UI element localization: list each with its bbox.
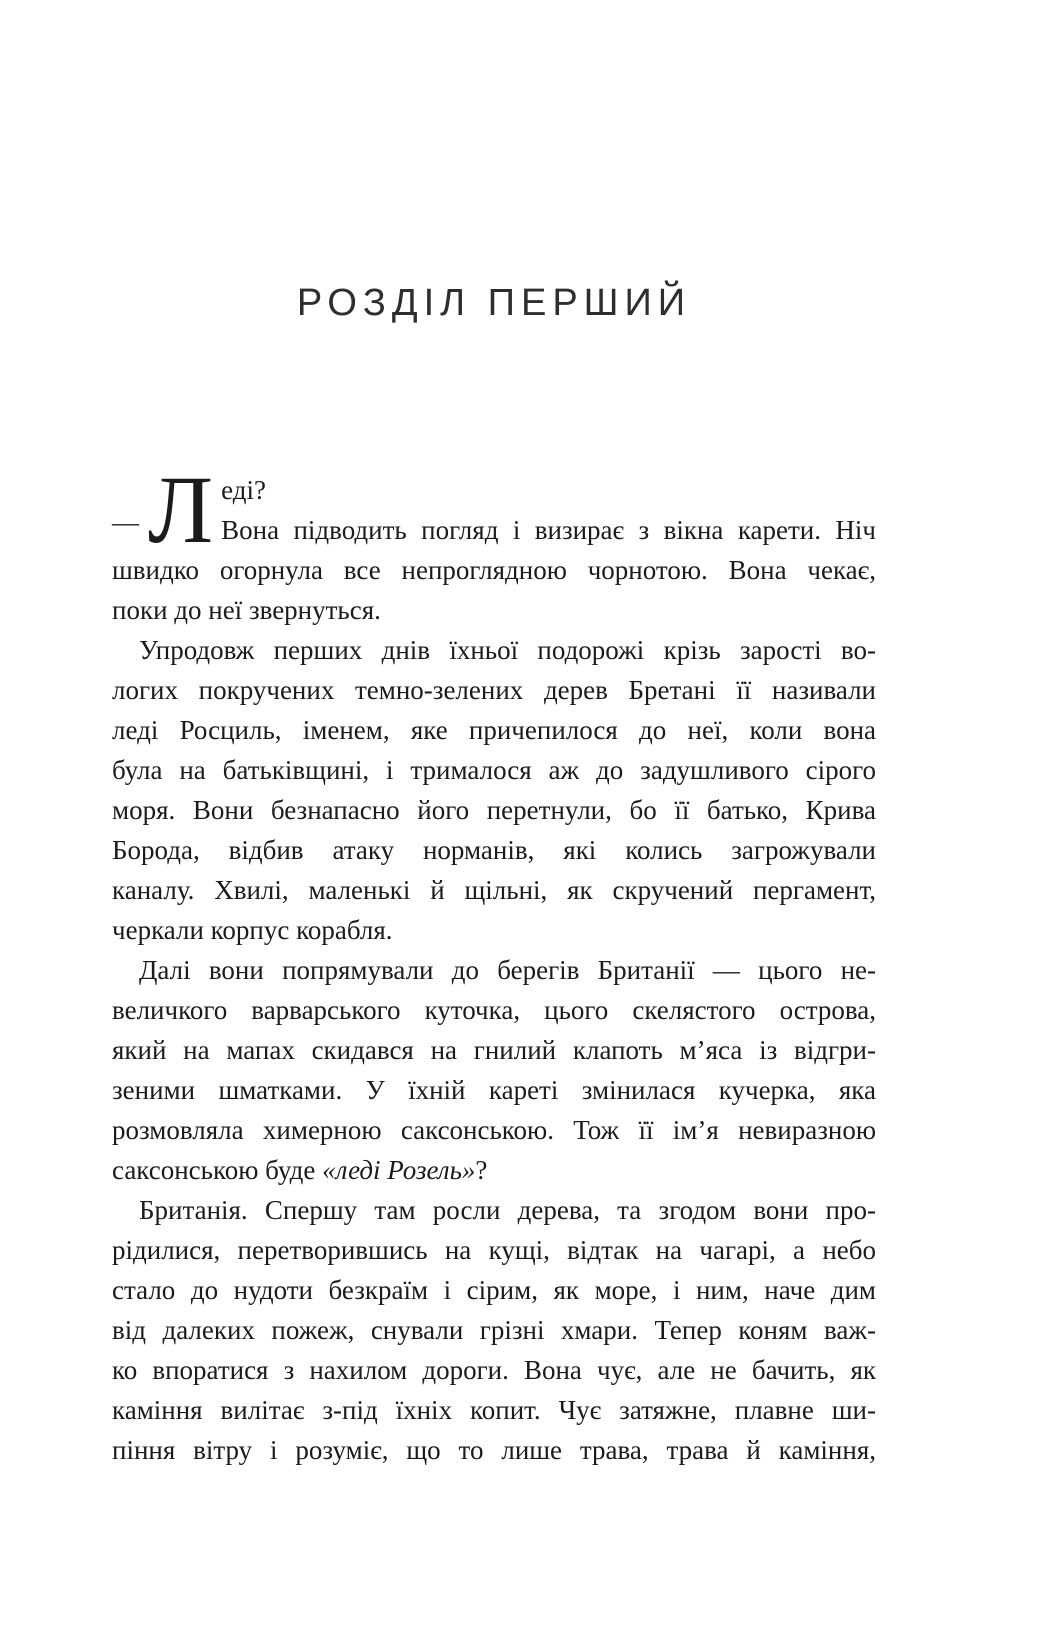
paragraph	[112, 630, 876, 950]
body-text	[112, 456, 876, 1470]
drop-cap-hang-lines	[221, 470, 876, 550]
text-line: Далі вони попрямували до берегів Британії — цього не-	[139, 955, 876, 985]
text-line: величкого варварського куточка, цього скелястого острова,	[112, 995, 876, 1025]
text-line: зеними шматками. У їхній кареті змінилася кучерка, яка	[112, 1075, 876, 1105]
text-line	[112, 1150, 876, 1190]
text-line: черкали корпус корабля.	[112, 915, 393, 945]
paragraph	[112, 950, 876, 1190]
paragraph	[112, 1190, 876, 1470]
text-line: каналу. Хвилі, маленькі й щільні, як скручений пергамент,	[112, 875, 876, 905]
text-line: розмовляла химерною саксонською. Тож її ім’я невиразною	[112, 1115, 876, 1145]
text-line: логих покручених темно-зелених дерев Бретані її називали	[112, 675, 876, 705]
text-line: була на батьківщині, і трималося аж до задушливого сірого	[112, 755, 876, 785]
text-line: швидко огорнула все непроглядною чорнотою. Вона чекає,	[112, 555, 876, 585]
text-line: моря. Вони безнапасно його перетнули, бо її батько, Крива	[112, 795, 876, 825]
text-line: Британія. Спершу там росли дерева, та згодом вони про-	[139, 1195, 876, 1225]
text-line: стало до нудоти безкраїм і сірим, як море, і ним, наче дим	[112, 1275, 876, 1305]
text-run: ?	[475, 1155, 488, 1185]
italic-text-run: «леді Розель»	[322, 1155, 476, 1185]
text-line: ко впоратися з нахилом дороги. Вона чує, але не бачить, як	[112, 1355, 876, 1385]
text-line: рідилися, перетворившись на кущі, відтак на чагарі, а небо	[112, 1235, 876, 1265]
text-line: піння вітру і розуміє, що то лише трава, трава й каміння,	[112, 1435, 876, 1465]
paragraph-opening	[112, 456, 876, 563]
drop-cap: Л	[148, 456, 214, 563]
text-line: леді Росциль, іменем, яке причепилося до неї, коли вона	[112, 715, 876, 745]
paragraph	[112, 456, 876, 630]
text-line: поки до неї звернуться.	[112, 595, 381, 625]
text-line: який на мапах скидався на гнилий клапоть м’яса із відгри-	[112, 1035, 876, 1065]
chapter-heading: РОЗДІЛ ПЕРШИЙ	[296, 282, 692, 324]
text-line: Вона підводить погляд і визирає з вікна карети. Ніч	[221, 515, 876, 545]
text-line: Упродовж перших днів їхньої подорожі крізь зарості во-	[139, 635, 876, 665]
text-run: саксонською буде	[112, 1155, 323, 1185]
text-line: каміння вилітає з-під їхніх копит. Чує затяжне, плавне ши-	[112, 1395, 876, 1425]
text-line: еді?	[221, 475, 266, 505]
text-line: Борода, відбив атаку норманів, які колись загрожували	[112, 835, 876, 865]
dialogue-dash: —	[112, 507, 139, 537]
text-line: від далеких пожеж, снували грізні хмари. Тепер коням важ-	[112, 1315, 876, 1345]
